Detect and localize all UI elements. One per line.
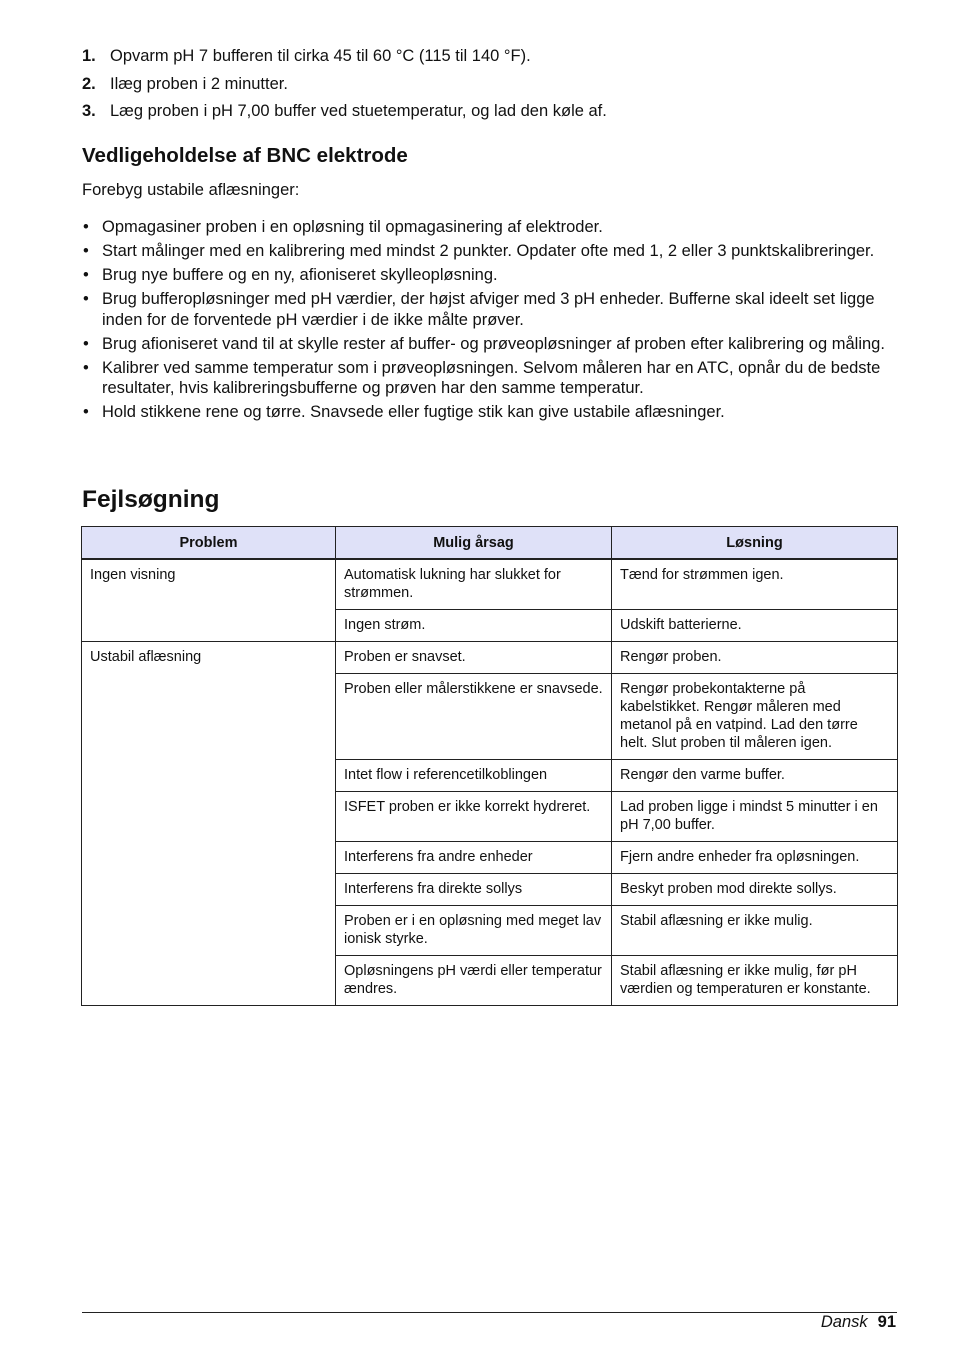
step-item bbox=[82, 74, 897, 94]
table-row bbox=[82, 559, 898, 610]
bullet-item bbox=[82, 402, 897, 423]
cause-cell: Intet flow i referencetilkoblingen bbox=[336, 760, 612, 792]
bullet-text: Opmagasiner proben i en opløsning til opmagasinering af elektroder. bbox=[102, 218, 603, 236]
bullet-text: Brug nye buffere og en ny, afioniseret skylleopløsning. bbox=[102, 266, 498, 284]
cause-cell: Opløsningens pH værdi eller temperatur ændres. bbox=[336, 956, 612, 1006]
step-text: Opvarm pH 7 bufferen til cirka 45 til 60 °C (115 til 140 °F). bbox=[110, 47, 531, 65]
bullet-symbol: • bbox=[83, 266, 89, 284]
cause-cell: Interferens fra direkte sollys bbox=[336, 874, 612, 906]
page-footer bbox=[821, 1312, 896, 1332]
bullet-text: Kalibrer ved samme temperatur som i prøveopløsningen. Selvom måleren har en ATC, opnår du de bedste resultater, hvis kalibreringsbufferne og prøven har den samme temperatur. bbox=[102, 358, 881, 397]
bullet-item bbox=[82, 217, 897, 238]
bullet-item bbox=[82, 334, 897, 355]
maintenance-heading: Vedligeholdelse af BNC elektrode bbox=[82, 144, 408, 167]
solution-cell: Stabil aflæsning er ikke mulig. bbox=[612, 906, 898, 956]
solution-cell: Tænd for strømmen igen. bbox=[612, 559, 898, 610]
bullet-symbol: • bbox=[83, 334, 89, 353]
solution-cell: Rengør den varme buffer. bbox=[612, 760, 898, 792]
column-header-cause: Mulig årsag bbox=[336, 527, 612, 560]
solution-cell: Lad proben ligge i mindst 5 minutter i en pH 7,00 buffer. bbox=[612, 792, 898, 842]
step-text: Ilæg proben i 2 minutter. bbox=[110, 74, 288, 93]
solution-cell: Fjern andre enheder fra opløsningen. bbox=[612, 842, 898, 874]
bullet-symbol: • bbox=[83, 358, 89, 377]
solution-cell: Udskift batterierne. bbox=[612, 610, 898, 642]
step-number: 3. bbox=[82, 102, 96, 120]
solution-cell: Rengør probekontakterne på kabelstikket. Rengør måleren med metanol på en vatpind. Lad den tørre helt. Slut proben til måleren igen. bbox=[612, 674, 898, 760]
bullet-item bbox=[82, 241, 897, 262]
cause-cell: ISFET proben er ikke korrekt hydreret. bbox=[336, 792, 612, 842]
cause-cell: Interferens fra andre enheder bbox=[336, 842, 612, 874]
step-number: 1. bbox=[82, 47, 96, 65]
cause-cell: Proben er snavset. bbox=[336, 642, 612, 674]
solution-cell: Stabil aflæsning er ikke mulig, før pH værdien og temperaturen er konstante. bbox=[612, 956, 898, 1006]
step-item bbox=[82, 101, 897, 121]
step-text: Læg proben i pH 7,00 buffer ved stuetemperatur, og lad den køle af. bbox=[110, 102, 607, 120]
step-number: 2. bbox=[82, 74, 96, 93]
bullet-symbol: • bbox=[83, 218, 89, 236]
step-item bbox=[82, 46, 897, 66]
cause-cell: Proben eller målerstikkene er snavsede. bbox=[336, 674, 612, 760]
maintenance-intro: Forebyg ustabile aflæsninger: bbox=[82, 181, 300, 199]
cause-cell: Automatisk lukning har slukket for strømmen. bbox=[336, 559, 612, 610]
maintenance-bullet-list bbox=[82, 217, 897, 426]
column-header-solution: Løsning bbox=[612, 527, 898, 560]
troubleshooting-heading: Fejlsøgning bbox=[82, 486, 220, 513]
page-number: 91 bbox=[877, 1313, 896, 1331]
procedure-steps bbox=[82, 46, 897, 129]
column-header-problem: Problem bbox=[82, 527, 336, 560]
bullet-text: Brug bufferopløsninger med pH værdier, der højst afviger med 3 pH enheder. Bufferne skal ideelt set ligge inden for de forventede pH værdier i de ikke målte prøver. bbox=[102, 290, 875, 329]
problem-cell: Ustabil aflæsning bbox=[82, 642, 336, 1006]
problem-cell: Ingen visning bbox=[82, 559, 336, 642]
bullet-symbol: • bbox=[83, 403, 89, 421]
bullet-symbol: • bbox=[83, 290, 89, 308]
solution-cell: Rengør proben. bbox=[612, 642, 898, 674]
bullet-text: Brug afioniseret vand til at skylle rester af buffer- og prøveopløsninger af proben efter kalibrering og måling. bbox=[102, 334, 885, 353]
table-header-row bbox=[82, 527, 898, 560]
bullet-item bbox=[82, 289, 897, 330]
bullet-item bbox=[82, 358, 897, 399]
cause-cell: Ingen strøm. bbox=[336, 610, 612, 642]
footer-language: Dansk bbox=[820, 1313, 868, 1331]
table-row bbox=[82, 642, 898, 674]
solution-cell: Beskyt proben mod direkte sollys. bbox=[612, 874, 898, 906]
bullet-text: Hold stikkene rene og tørre. Snavsede eller fugtige stik kan give ustabile aflæsninger. bbox=[102, 403, 725, 421]
footer-divider bbox=[82, 1312, 897, 1313]
bullet-item bbox=[82, 265, 897, 286]
troubleshooting-table bbox=[81, 526, 898, 1006]
bullet-text: Start målinger med en kalibrering med mindst 2 punkter. Opdater ofte med 1, 2 eller 3 punktskalibreringer. bbox=[102, 242, 875, 260]
cause-cell: Proben er i en opløsning med meget lav ionisk styrke. bbox=[336, 906, 612, 956]
bullet-symbol: • bbox=[83, 242, 89, 260]
